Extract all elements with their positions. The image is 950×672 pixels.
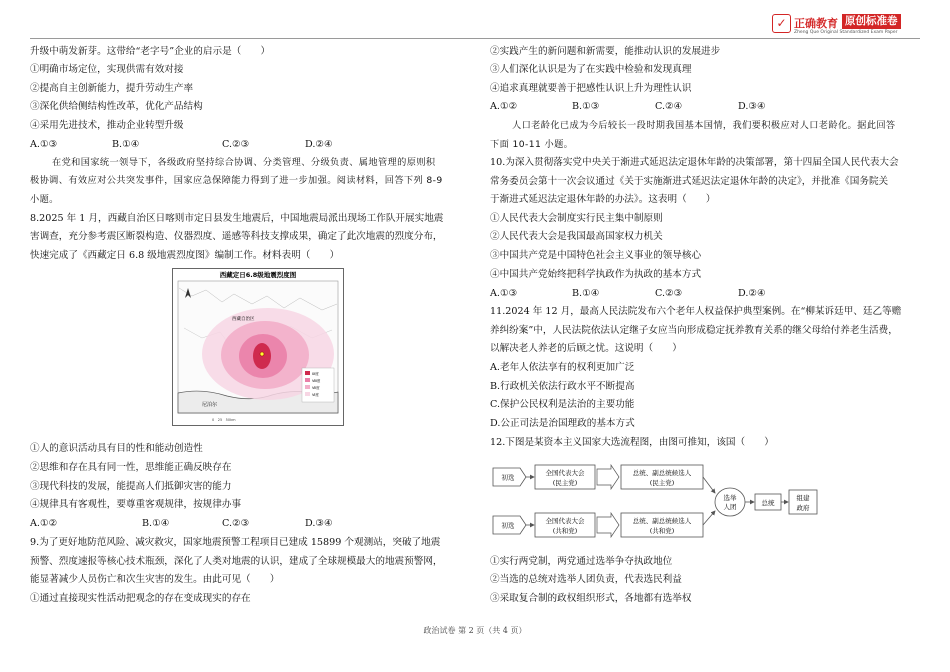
legend-swatch-viii xyxy=(305,378,310,382)
q10-option-c[interactable]: C.②③ xyxy=(655,288,683,299)
q7-option-a[interactable]: A.①③ xyxy=(30,139,58,150)
logo-subtitle: Zheng Que Original Standardized Exam Paper xyxy=(794,30,898,35)
q8-option-c[interactable]: C.②③ xyxy=(222,518,250,529)
q8-option-b[interactable]: B.①④ xyxy=(142,518,170,529)
q11-option-a[interactable]: A.老年人依法享有的权利更加广泛 xyxy=(490,362,635,373)
brand-logo xyxy=(772,14,922,38)
q9-stem-3: 能显著减少人员伤亡和次生灾害的发生。由此可见（ ） xyxy=(30,574,280,585)
legend-label-viii: Ⅷ度 xyxy=(312,379,321,383)
q7-item-4: ④采用先进技术，推动企业转型升级 xyxy=(30,120,184,131)
epicenter-icon xyxy=(260,352,264,356)
convention-rep-1: 全国代表大会 xyxy=(545,517,585,525)
candidate-rep-2: (共和党) xyxy=(649,527,675,535)
map-scale: 0 25 50km xyxy=(212,418,236,422)
electors-2: 人团 xyxy=(723,503,737,511)
q12-item-2: ②当选的总统对选举人团负责，代表选民利益 xyxy=(490,574,682,585)
q10-item-2: ②人民代表大会是我国最高国家权力机关 xyxy=(490,231,663,242)
q10-option-b[interactable]: B.①④ xyxy=(572,288,600,299)
q8-stem-2: 害调查，充分参考震区断裂构造、仪器烈度、遥感等科技支撑成果，确定了此次地震的烈度分布， xyxy=(30,231,443,242)
q8-option-a[interactable]: A.①② xyxy=(30,518,58,529)
q9-item-1: ①通过直接现实性活动把观念的存在变成现实的存在 xyxy=(30,593,251,604)
block-arrow-icon xyxy=(597,465,619,489)
q11-stem-1: 11.2024 年 12 月，最高人民法院发布六个老年人权益保护典型案例。在“柳某诉廷甲、廷乙等赡 xyxy=(490,306,902,317)
convention-rep-2: (共和党) xyxy=(552,527,578,535)
q9-stem-2: 预警、烈度速报等核心技术瓶颈，深化了人类对地震的认识，建成了全球规模最大的地震预警网， xyxy=(30,556,443,567)
flow-arrow xyxy=(703,477,715,493)
q9-option-d[interactable]: D.③④ xyxy=(738,101,766,112)
q7-item-2: ②提高自主创新能力，提升劳动生产率 xyxy=(30,83,194,94)
q10-stem-2: 常务委员会第十一次会议通过《关于实施渐进式延迟法定退休年龄的决定》，并批准《国务院关 xyxy=(490,176,889,187)
q8-item-3: ③现代科技的发展，能提高人们抵御灾害的能力 xyxy=(30,481,232,492)
material-intro-1: 在党和国家统一领导下，各级政府坚持综合协调、分类管理、分级负责、属地管理的原则积 xyxy=(52,157,436,168)
q9-option-b[interactable]: B.①③ xyxy=(572,101,600,112)
q9-item-2: ②实践产生的新问题和新需要，能推动认识的发展进步 xyxy=(490,46,721,57)
checkmark-icon: ✓ xyxy=(772,14,791,33)
q9-stem-1: 9.为了更好地防范风险、减灾救灾，国家地震预警工程项目已建成 15899 个观测站，突破了地震 xyxy=(30,537,441,548)
election-flowchart xyxy=(490,463,820,551)
q9-option-c[interactable]: C.②④ xyxy=(655,101,683,112)
q8-option-d[interactable]: D.③④ xyxy=(305,518,333,529)
q7-item-1: ①明确市场定位，实现供需有效对接 xyxy=(30,64,184,75)
primary-label-2: 初选 xyxy=(501,521,515,530)
map-region-label: 西藏自治区 xyxy=(232,317,255,322)
header-divider xyxy=(30,38,920,39)
flow-arrow xyxy=(703,511,715,525)
material2-line-2: 下面 10-11 小题。 xyxy=(490,139,574,150)
q7-option-b[interactable]: B.①④ xyxy=(112,139,140,150)
q7-item-3: ③深化供给侧结构性改革，优化产品结构 xyxy=(30,101,203,112)
electoral-college-node xyxy=(715,488,745,516)
material2-line-1: 人口老龄化已成为今后较长一段时期我国基本国情，我们要积极应对人口老龄化。据此回答 xyxy=(512,120,896,131)
legend-swatch-ix xyxy=(305,371,310,375)
q8-item-1: ①人的意识活动具有目的性和能动创造性 xyxy=(30,443,203,454)
q7-option-d[interactable]: D.②④ xyxy=(305,139,333,150)
q12-item-1: ①实行两党制，两党通过选举争夺执政地位 xyxy=(490,556,673,567)
block-arrow-icon xyxy=(597,513,619,537)
material-intro-3: 小题。 xyxy=(30,194,59,205)
q11-stem-2: 养纠纷案”中，人民法院依法认定继子女应当向形成稳定抚养教育关系的继父母给付养老生活费， xyxy=(490,325,898,336)
q8-item-4: ④规律具有客观性，要尊重客观规律，按规律办事 xyxy=(30,499,242,510)
q10-option-d[interactable]: D.②④ xyxy=(738,288,766,299)
q11-stem-3: 以解决老人养老的后顾之忧。这说明（ ） xyxy=(490,343,682,354)
candidate-dem-2: (民主党) xyxy=(649,479,675,487)
legend-label-vii: Ⅶ度 xyxy=(312,386,320,390)
logo-tag: 原创标准卷 xyxy=(842,14,901,29)
q8-stem-3: 快速完成了《西藏定日 6.8 级地震烈度图》编制工作。材料表明（ ） xyxy=(30,250,340,261)
q11-option-d[interactable]: D.公正司法是治国理政的基本方式 xyxy=(490,418,635,429)
q7-option-c[interactable]: C.②③ xyxy=(222,139,250,150)
q10-item-4: ④中国共产党始终把科学执政作为执政的基本方式 xyxy=(490,269,702,280)
q9-item-4: ④追求真理就要善于把感性认识上升为理性认识 xyxy=(490,83,692,94)
q11-option-b[interactable]: B.行政机关依法行政水平不断提高 xyxy=(490,381,635,392)
president-label: 总统 xyxy=(761,499,775,507)
q10-item-1: ①人民代表大会制度实行民主集中制原则 xyxy=(490,213,663,224)
legend-swatch-vii xyxy=(305,385,310,389)
q10-item-3: ③中国共产党是中国特色社会主义事业的领导核心 xyxy=(490,250,702,261)
logo-brand: 正确教育 xyxy=(794,17,838,30)
q9-item-3: ③人们深化认识是为了在实践中检验和发现真理 xyxy=(490,64,692,75)
gov-1: 组建 xyxy=(796,494,810,502)
gov-2: 政府 xyxy=(796,504,810,512)
q12-item-3: ③采取复合制的政权组织形式，各地都有选举权 xyxy=(490,593,692,604)
q12-stem: 12.下图是某资本主义国家大选流程图，由图可推知，该国（ ） xyxy=(490,437,774,448)
legend-label-vi: Ⅵ度 xyxy=(312,393,319,397)
q10-option-a[interactable]: A.①③ xyxy=(490,288,518,299)
q11-option-c[interactable]: C.保护公民权利是法治的主要功能 xyxy=(490,399,635,410)
q9-option-a[interactable]: A.①② xyxy=(490,101,518,112)
legend-label-ix: Ⅸ度 xyxy=(312,372,319,376)
material-intro-2: 极协调、有效应对公共突发事件，国家应急保障能力得到了进一步加强。阅读材料，回答下列 8-9 xyxy=(30,175,443,186)
page-footer: 政治试卷 第 2 页（共 4 页） xyxy=(423,626,527,635)
map-title: 西藏定日6.8级地震烈度图 xyxy=(219,271,297,279)
q8-item-2: ②思维和存在具有同一性，思维能正确反映存在 xyxy=(30,462,232,473)
primary-label-1: 初选 xyxy=(501,473,515,482)
electors-1: 选举 xyxy=(723,494,737,502)
q7-stem: 升级中萌发新芽。这带给“老字号”企业的启示是（ ） xyxy=(30,46,271,57)
candidate-dem-1: 总统、副总统候选人 xyxy=(632,469,692,477)
convention-dem-2: (民主党) xyxy=(552,479,578,487)
earthquake-intensity-map xyxy=(172,268,344,426)
map-country-label: 尼泊尔 xyxy=(202,402,218,408)
q8-stem-1: 8.2025 年 1 月，西藏自治区日喀则市定日县发生地震后，中国地震局派出现场工作队开展实地震 xyxy=(30,213,444,224)
candidate-rep-1: 总统、副总统候选人 xyxy=(632,517,692,525)
legend-swatch-vi xyxy=(305,392,310,396)
q10-stem-3: 于渐进式延迟法定退休年龄的办法》。这表明（ ） xyxy=(490,194,716,205)
q10-stem-1: 10.为深入贯彻落实党中央关于渐进式延迟法定退休年龄的决策部署，第十四届全国人民代表大会 xyxy=(490,157,899,168)
convention-dem-1: 全国代表大会 xyxy=(545,469,585,477)
